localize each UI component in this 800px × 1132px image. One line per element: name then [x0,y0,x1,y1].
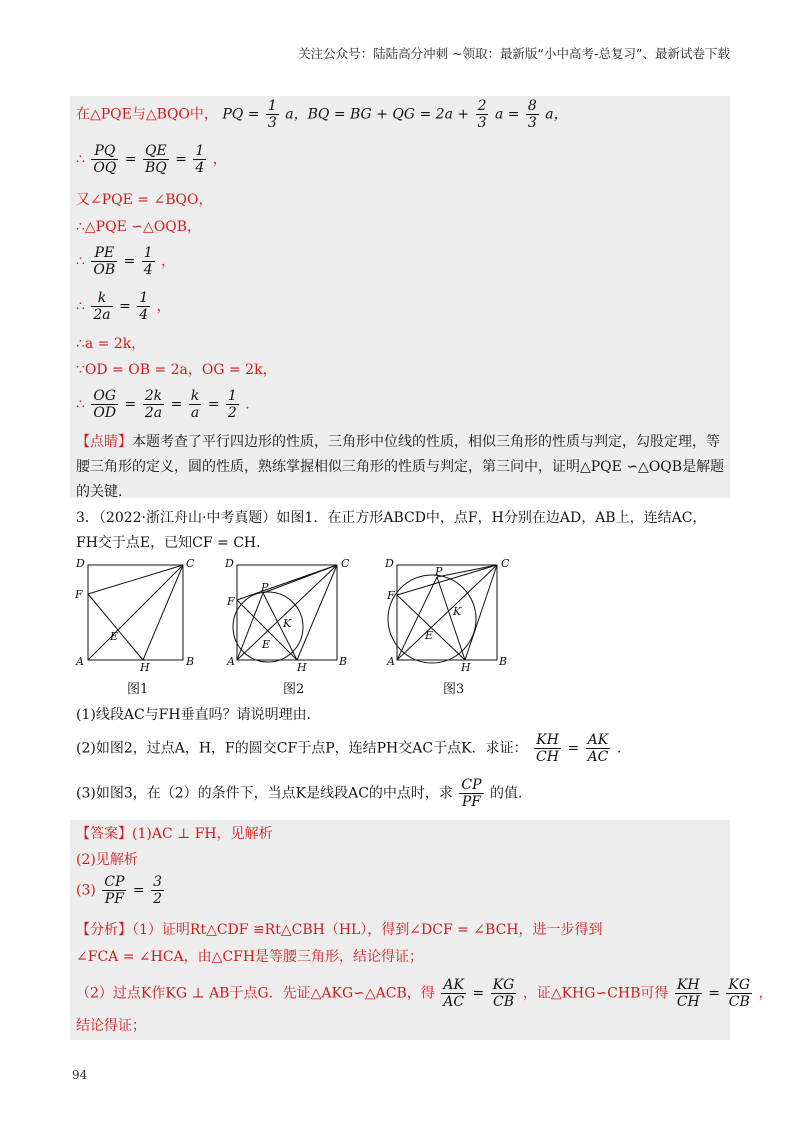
label-D: D [225,557,234,570]
figure-1 [70,555,200,675]
text: (3) [76,882,96,899]
label-A: A [76,655,84,668]
numerator: 1 [139,290,149,306]
solution-line-4: ∴△PQE ∽△OQB， [76,219,201,235]
page-header: 关注公众号：陆陆高分冲刺 ~领取：最新版“小中高考-总复习”、最新试卷下载 [298,46,730,61]
text: (2)如图2，过点A，H，F的圆交CF于点P，连结PH交AC于点K．求证： [76,740,528,757]
denominator: CB [728,994,750,1010]
label-B: B [499,655,508,668]
text: . [245,396,250,413]
text: = [170,396,183,413]
text: (3)如图3，在（2）的条件下，当点K是线段AC的中点时，求 [76,785,453,802]
numerator: QE [143,143,169,160]
numerator: CP [461,777,482,793]
fraction [91,290,112,323]
text: ， [758,985,773,1002]
figure-3 [385,555,520,675]
figure-2 [225,555,360,675]
figure-2-caption: 图2 [283,682,305,697]
denominator: PF [461,794,482,810]
fraction [143,388,164,421]
numerator: OG [91,388,118,405]
fraction [266,98,279,131]
denominator: 2a [93,307,111,323]
denominator: OD [93,405,117,421]
analysis-tag: 【分析】 [76,922,132,938]
question-1: (1)线段AC与FH垂直吗？请说明理由. [76,707,312,723]
question-2 [76,732,621,765]
label-A: A [227,655,235,668]
label-F: F [227,595,235,608]
label-E: E [425,629,434,642]
analysis-line-2: ∠FCA = ∠HCA，由△CFH是等腰三角形，结论得证； [76,949,424,965]
denominator: 2 [227,405,237,421]
figure-1-caption: 图1 [127,682,149,697]
label-D: D [385,557,394,570]
text: = [123,253,136,270]
denominator: CH [676,994,700,1010]
text: ， [212,151,227,168]
therefore-symbol: ∴ [76,298,85,315]
fraction [151,874,164,907]
numerator: KH [675,977,702,994]
numerator: 3 [153,874,162,890]
fraction [459,777,483,810]
answer-line-2: (2)见解析 [76,852,138,868]
numerator: PE [91,245,117,262]
analysis-line-4: 结论得证； [76,1018,146,1034]
denominator: 4 [143,262,153,278]
text: ， [156,298,171,315]
text: ，证△KHG∽CHB可得 [522,985,669,1002]
question-3 [76,777,522,810]
therefore-symbol: ∴ [76,151,85,168]
numerator: 1 [143,245,153,261]
solution-line-3: 又∠PQE = ∠BQO， [76,192,213,208]
denominator: AC [587,749,609,765]
figure-3-caption: 图3 [443,682,465,697]
text: 的值. [489,785,523,802]
comment-paragraph [76,430,726,505]
fraction [526,98,539,131]
label-E: E [262,638,271,651]
label-C: C [186,557,195,570]
numerator: 1 [267,98,277,114]
text: = [175,151,187,168]
numerator: 2k [144,388,163,404]
text: = [132,882,145,899]
fraction [142,245,155,278]
text: （2）过点K作KG ⊥ AB于点G．先证△AKG∽△ACB，得 [76,985,435,1002]
label-B: B [339,655,348,668]
denominator: BQ [144,160,167,176]
fraction [91,245,117,278]
denominator: 2 [153,891,162,907]
answer-line-1 [76,824,273,844]
text: a = [494,106,520,123]
numerator: CP [104,874,125,890]
page-number: 94 [72,1068,88,1082]
denominator: 2a [144,405,163,421]
label-H: H [297,661,307,674]
numerator: k [91,290,112,307]
solution-line-7: ∴a = 2k， [76,336,146,352]
therefore-symbol: ∴ [76,396,85,413]
fraction [193,143,206,176]
therefore-symbol: ∴ [76,253,85,270]
text: a， [545,106,568,123]
text: 在△PQE与△BQO中， [76,106,218,123]
text: = [207,396,220,413]
denominator: a [190,405,200,421]
solution-line-8: ∵OD = OB = 2a，OG = 2k， [76,362,277,378]
numerator: 1 [195,143,205,159]
text: = [567,740,580,757]
fraction [91,143,118,176]
denominator: PF [104,891,124,907]
numerator: PQ [91,143,118,160]
numerator: 1 [227,388,237,404]
fraction [726,977,752,1010]
label-F: F [387,589,395,602]
analysis-line-3 [76,977,773,1010]
label-B: B [186,655,195,668]
comment-tag: 【点睛】 [76,434,132,450]
fraction [476,98,489,131]
text: = [119,298,131,315]
fraction [91,388,118,421]
label-D: D [76,557,85,570]
numerator: KH [534,732,561,749]
fraction [534,732,561,765]
numerator: 8 [527,98,537,114]
label-H: H [140,661,150,674]
solution-line-2 [76,143,227,176]
denominator: 3 [267,115,277,131]
text: = [472,985,485,1002]
fraction [491,977,517,1010]
label-P: P [261,581,269,594]
text: = [124,151,137,168]
problem-intro: 3．（2022·浙江舟山·中考真题）如图1．在正方形ABCD中，点F，H分别在边AD，AB上，连结AC，FH交于点E，已知CF = CH． [76,510,707,551]
text: (1)AC ⊥ FH，见解析 [132,826,273,842]
text: . [616,740,622,757]
denominator: 4 [139,307,149,323]
numerator: 2 [477,98,487,114]
fraction [675,977,702,1010]
text: a，BQ = BG + QG = 2a + [285,106,470,123]
solution-line-9 [76,388,250,421]
label-E: E [110,630,119,643]
denominator: OB [93,262,116,278]
label-C: C [501,557,510,570]
fraction [137,290,150,323]
solution-line-1 [76,98,568,131]
denominator: AC [443,994,465,1010]
fraction [586,732,611,765]
denominator: CB [493,994,515,1010]
text: （1）证明Rt△CDF ≌Rt△CBH（HL），得到∠DCF = ∠BCH，进一步得到 [132,922,603,938]
text: PQ = [222,106,260,123]
label-H: H [461,661,471,674]
analysis-line-1 [76,920,603,940]
comment-text: 本题考查了平行四边形的性质，三角形中位线的性质，相似三角形的性质与判定，勾股定理，等腰三角形的定义，圆的性质，熟练掌握相似三角形的性质与判定，第三问中，证明△PQE ∽△OQB是解题的关键. [76,434,725,500]
solution-line-6 [76,290,171,323]
solution-line-5 [76,245,175,278]
numerator: KG [492,977,515,993]
fraction [189,388,201,421]
numerator: AK [586,732,611,749]
label-K: K [453,605,462,618]
label-K: K [283,617,292,630]
label-F: F [75,588,83,601]
answer-tag: 【答案】 [76,826,132,842]
numerator: KG [728,977,751,993]
fraction [441,977,466,1010]
denominator: CH [535,749,559,765]
label-C: C [341,557,350,570]
denominator: OQ [93,160,117,176]
text: ， [161,253,176,270]
numerator: k [190,388,200,404]
label-P: P [435,565,443,578]
text: = [708,985,720,1002]
denominator: 4 [195,160,205,176]
label-A: A [387,655,395,668]
denominator: 3 [477,115,487,131]
answer-line-3 [76,874,166,907]
fraction [143,143,169,176]
fraction [226,388,239,421]
denominator: 3 [527,115,537,131]
fraction [102,874,126,907]
text: = [124,396,137,413]
numerator: AK [441,977,466,994]
